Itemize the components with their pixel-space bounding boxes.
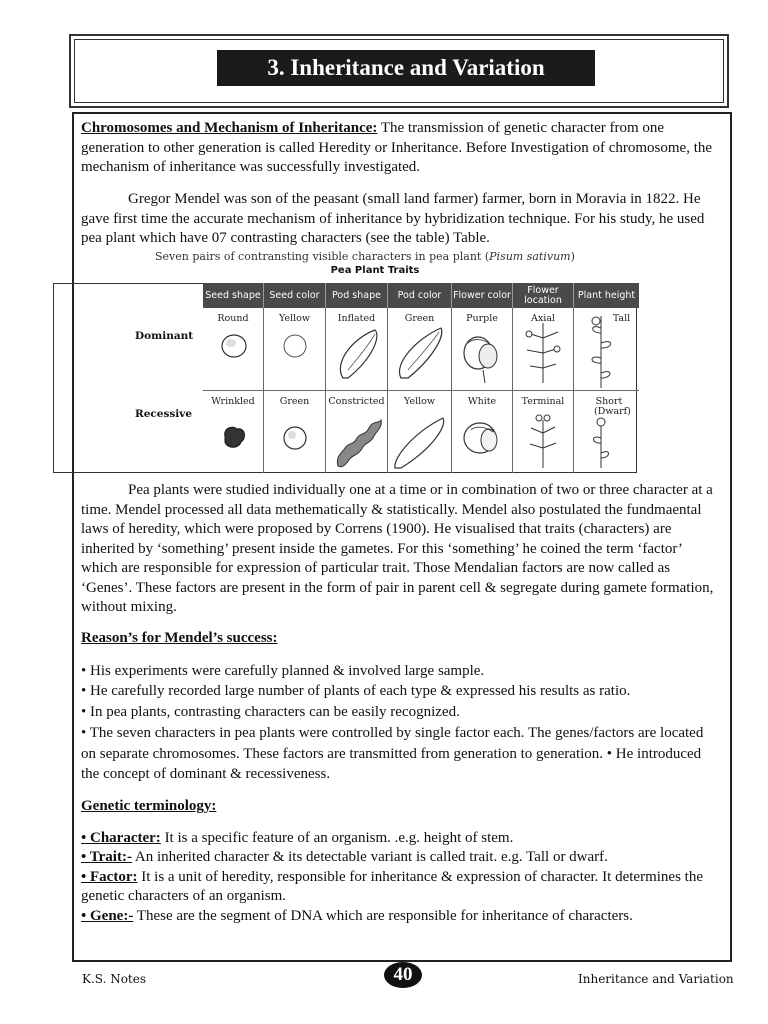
axial-flower-icon [526, 323, 560, 383]
col-header: Pod color [388, 283, 452, 308]
col-header: Seed color [264, 283, 326, 308]
inflated-pod-icon [340, 330, 377, 378]
cell-label: Inflated [337, 313, 376, 324]
page-number: 40 [384, 962, 422, 988]
intro-text: The transmission of genetic character from one generation to other generation is called Heredity or Inheritance. Before Investigation of chromosome, the mechanism of inheritance was successfully investigated. [81, 120, 713, 175]
cell-label: White [467, 396, 497, 407]
pea-paragraph [81, 481, 721, 618]
col-header: Seed shape [203, 283, 264, 308]
green-seed-icon [284, 427, 306, 449]
col-header: Flower location [513, 283, 574, 308]
footer-left: K.S. Notes [82, 972, 147, 986]
intro-paragraph [81, 119, 721, 178]
term-item [81, 829, 721, 849]
term-text: These are the segment of DNA which are responsible for inheritance of characters. [133, 907, 633, 924]
terminology-heading: Genetic terminology: [81, 798, 217, 814]
yellow-seed-icon [284, 335, 306, 357]
term-item [81, 848, 721, 868]
caption-post: ) [570, 250, 575, 263]
traits-header-row [203, 283, 639, 308]
cell-label: Yellow [404, 396, 435, 407]
cell-label: Green [404, 313, 435, 324]
success-bullet: • He carefully recorded large number of plants of each type & expressed his results as ratio. [81, 683, 631, 699]
row-label-dominant: Dominant [135, 330, 194, 342]
term-text: It is a unit of heredity, responsible for inheritance & expression of character. It determines the genetic characters of an organism. [81, 868, 703, 904]
term-item [81, 868, 721, 907]
white-flower-icon [464, 423, 497, 453]
green-pod-icon [399, 328, 441, 378]
intro-heading: Chromosomes and Mechanism of Inheritance: [81, 120, 378, 136]
success-section [81, 629, 721, 785]
col-header: Pod shape [326, 283, 388, 308]
wrinkled-seed-icon [225, 427, 245, 447]
cell-label: Green [279, 396, 310, 407]
pea-text: Pea plants were studied individually one at a time or in combination of two or three character at a time. Mendel processed all data methematically & statistically. Mendel also postulated the fundmaental laws of heredity, which were proposed by Correns (1900). He visualised that traits (characters) are inherited by ‘something’ present inside the gametes. For this ‘something’ he coined the term ‘factor’ which are responsible for expression of particular trait. Those Mendalian factors are now called as ‘Genes’. These factors are present in the form of pair in parent cell & segregate during gamete formation, without mixing. [81, 482, 714, 615]
term-label: • Character: [81, 829, 161, 846]
footer-right: Inheritance and Variation [578, 972, 734, 986]
cell-label: Round [217, 313, 249, 324]
figure-caption [155, 250, 625, 263]
term-label: • Trait:- [81, 849, 132, 865]
tall-plant-icon [592, 316, 611, 388]
constricted-pod-icon [337, 420, 381, 467]
row-label-recessive: Recessive [135, 408, 193, 420]
term-text: It is a specific feature of an organism. .e.g. height of stem. [160, 829, 514, 846]
success-bullet: • His experiments were carefully planned & involved large sample. [81, 662, 485, 679]
cell-label: Wrinkled [211, 396, 255, 407]
short-plant-icon [594, 418, 609, 468]
col-header: Flower color [452, 283, 513, 308]
cell-label: Purple [466, 313, 498, 324]
success-bullet: • In pea plants, contrasting characters can be easily recognized. [81, 703, 460, 720]
terminology-section [81, 797, 721, 926]
success-heading: Reason’s for Mendel’s success: [81, 630, 278, 646]
mendel-text: Gregor Mendel was son of the peasant (small land farmer) farmer, born in Moravia in 1822. He gave first time the accurate mechanism of inheritance by hybridization technique. For his study, he used pea plant which have 07 contrasting characters (see the table) Table. [81, 191, 705, 246]
col-header: Plant height [574, 283, 639, 308]
term-label: • Gene:- [81, 907, 134, 924]
term-text: An inherited character & its detectable variant is called trait. e.g. Tall or dwarf. [131, 849, 608, 865]
term-label: • Factor: [81, 868, 138, 885]
cell-label: Short (Dwarf) [594, 396, 631, 417]
cell-label: Constricted [328, 396, 385, 407]
cell-label: Terminal [521, 396, 565, 407]
title-frame [69, 34, 729, 108]
mendel-paragraph [81, 190, 721, 249]
term-item [81, 907, 721, 927]
purple-flower-icon [464, 337, 497, 383]
terminal-flower-icon [530, 415, 556, 468]
cell-label: Tall [612, 313, 631, 324]
caption-pre: Seven pairs of contransting visible characters in pea plant ( [155, 250, 490, 263]
trait-illustrations [203, 308, 639, 473]
cell-label: Yellow [279, 313, 310, 324]
success-bullet: • The seven characters in pea plants were controlled by single factor each. The genes/factors are located on separate chromosomes. These factors are transmitted from generation to generation. • He introduced the concept of dominant & recessiveness. [81, 725, 704, 782]
figure-subtitle: Pea Plant Traits [330, 265, 420, 276]
cell-label: Axial [531, 313, 555, 324]
caption-species: Pisum sativum [489, 250, 571, 263]
page-title: 3. Inheritance and Variation [217, 50, 595, 86]
yellow-pod-icon [395, 418, 444, 468]
